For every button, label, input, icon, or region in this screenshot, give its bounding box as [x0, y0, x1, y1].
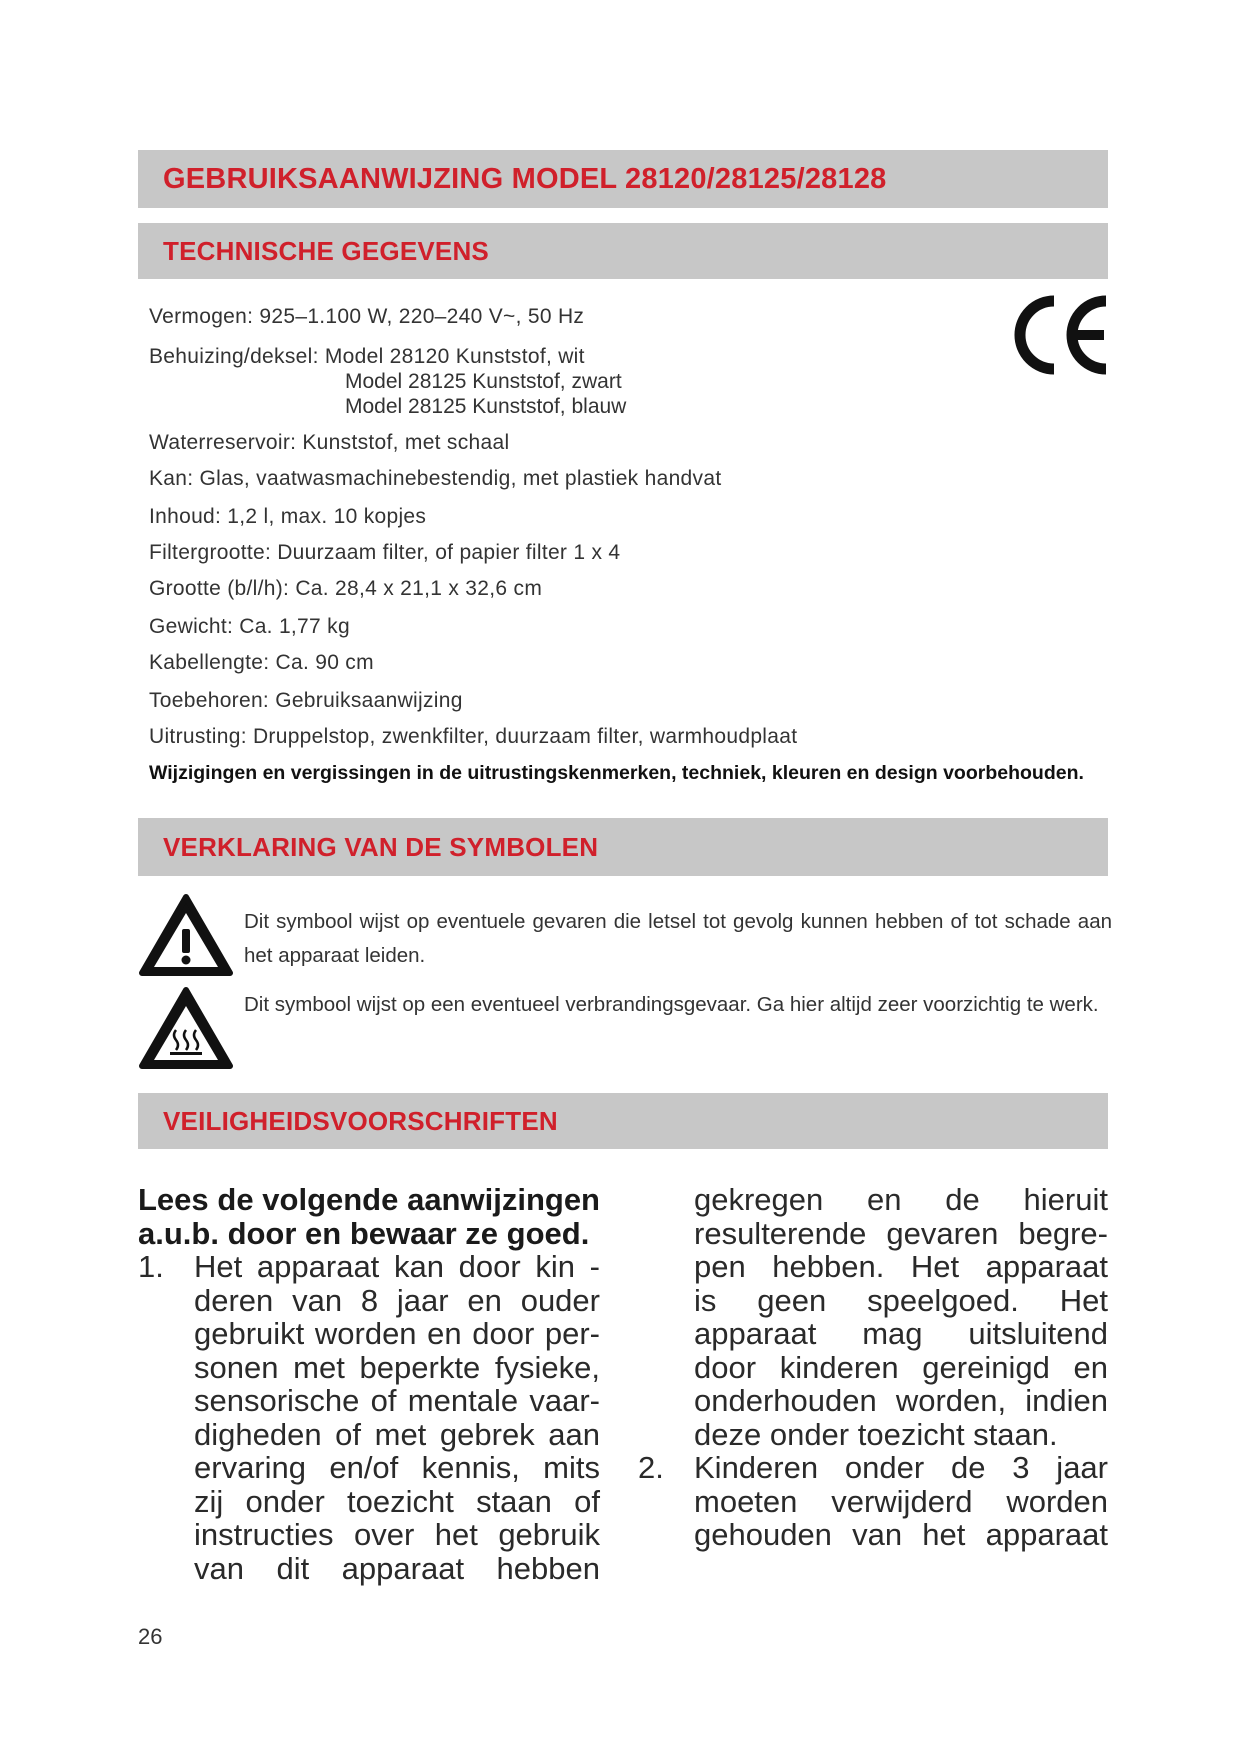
safety-item-1-line: zij onder toezicht staan of [194, 1483, 600, 1519]
spec-vermogen: Vermogen: 925–1.100 W, 220–240 V~, 50 Hz [149, 305, 585, 328]
safety-item-1-line: gebruikt worden en door per- [194, 1316, 600, 1351]
safety-item-2-line: moeten verwijderd worden [694, 1483, 1108, 1519]
ce-mark-icon [1010, 295, 1110, 375]
safety-item-1-continued-line: pen hebben. Het apparaat [694, 1249, 1108, 1284]
safety-item-1-continued-line: resulterende gevaren begre- [694, 1215, 1108, 1251]
title-band [138, 150, 1108, 208]
page-number: 26 [138, 1624, 163, 1649]
spec-toebehoren: Toebehoren: Gebruiksaanwijzing [149, 689, 463, 712]
safety-left-column [138, 1183, 600, 1585]
safety-item-1-line: sensorische of mentale vaar- [194, 1383, 600, 1418]
safety-item-1-continued-line: door kinderen gereinigd en [694, 1349, 1108, 1385]
warning-triangle-icon [138, 893, 234, 979]
spec-gewicht: Gewicht: Ca. 1,77 kg [149, 615, 350, 638]
safety-item-1-continued-line: gekregen en de hieruit [694, 1182, 1108, 1217]
spec-behuizing-3: Model 28125 Kunststof, blauw [345, 395, 627, 418]
safety-item-1-continued-line: is geen speelgoed. Het [694, 1282, 1108, 1318]
safety-item-1-line: deren van 8 jaar en ouder [194, 1282, 600, 1318]
safety-item-1-continued-line: onderhouden worden, indien [694, 1383, 1108, 1418]
safety-item-1-line: instructies over het gebruik [194, 1517, 600, 1552]
spec-kabellengte: Kabellengte: Ca. 90 cm [149, 651, 374, 674]
symbol-burn-text: Dit symbool wijst op een eventueel verbrandingsgevaar. Ga hier altijd zeer voorzichtig te werk. [244, 993, 1099, 1016]
section-header-tech [138, 223, 1108, 279]
safety-item-1-line: ervaring en/of kennis, mits [194, 1450, 600, 1485]
safety-item-1-line: Het apparaat kan door kin - [194, 1249, 600, 1284]
spec-uitrusting: Uitrusting: Druppelstop, zwenkfilter, duurzaam filter, warmhoudplaat [149, 725, 798, 748]
safety-item-1-line: digheden of met gebrek aan [194, 1416, 600, 1452]
section-header-symbols [138, 818, 1108, 876]
spec-grootte: Grootte (b/l/h): Ca. 28,4 x 21,1 x 32,6 cm [149, 577, 543, 600]
spec-behuizing: Behuizing/deksel: Model 28120 Kunststof, wit [149, 345, 585, 368]
safety-item-1-continued-line: deze onder toezicht staan. [694, 1416, 1058, 1452]
spec-inhoud: Inhoud: 1,2 l, max. 10 kopjes [149, 505, 427, 528]
safety-item-1-line: van dit apparaat hebben [194, 1550, 600, 1586]
safety-item-2-number: 2. [638, 1450, 664, 1485]
section-header-safety [138, 1093, 1108, 1149]
spec-filtergrootte: Filtergrootte: Duurzaam filter, of papier filter 1 x 4 [149, 541, 621, 564]
hot-surface-icon [138, 986, 234, 1072]
safety-lead-line-2: a.u.b. door en bewaar ze goed. [138, 1215, 590, 1251]
spec-kan: Kan: Glas, vaatwasmachinebestendig, met plastiek handvat [149, 467, 722, 490]
safety-item-2-line: Kinderen onder de 3 jaar [694, 1450, 1108, 1485]
safety-item-1-number: 1. [138, 1249, 164, 1284]
safety-right-column [638, 1183, 1108, 1552]
safety-item-1-line: sonen met beperkte fysieke, [194, 1349, 600, 1385]
spec-behuizing-2: Model 28125 Kunststof, zwart [345, 370, 622, 393]
section-title-safety: VEILIGHEIDSVOORSCHRIFTEN [163, 1105, 558, 1136]
spec-disclaimer: Wijzigingen en vergissingen in de uitrustingskenmerken, techniek, kleuren en design voorbehouden. [149, 762, 1084, 784]
safety-item-2-line: gehouden van het apparaat [694, 1517, 1108, 1552]
section-title-tech: TECHNISCHE GEGEVENS [163, 235, 489, 266]
safety-item-1 [138, 1250, 600, 1585]
spec-waterreservoir: Waterreservoir: Kunststof, met schaal [149, 431, 510, 454]
safety-item-2 [638, 1451, 1108, 1552]
safety-lead-line-1: Lees de volgende aanwijzingen [138, 1182, 600, 1217]
safety-item-1-continued-line: apparaat mag uitsluitend [694, 1316, 1108, 1351]
section-title-symbols: VERKLARING VAN DE SYMBOLEN [163, 831, 599, 862]
symbol-warning-text: Dit symbool wijst op eventuele gevaren die letsel tot gevolg kunnen hebben of tot schade aan het apparaat leiden. [244, 910, 1112, 967]
page-title: GEBRUIKSAANWIJZING MODEL 28120/28125/28128 [163, 162, 887, 195]
